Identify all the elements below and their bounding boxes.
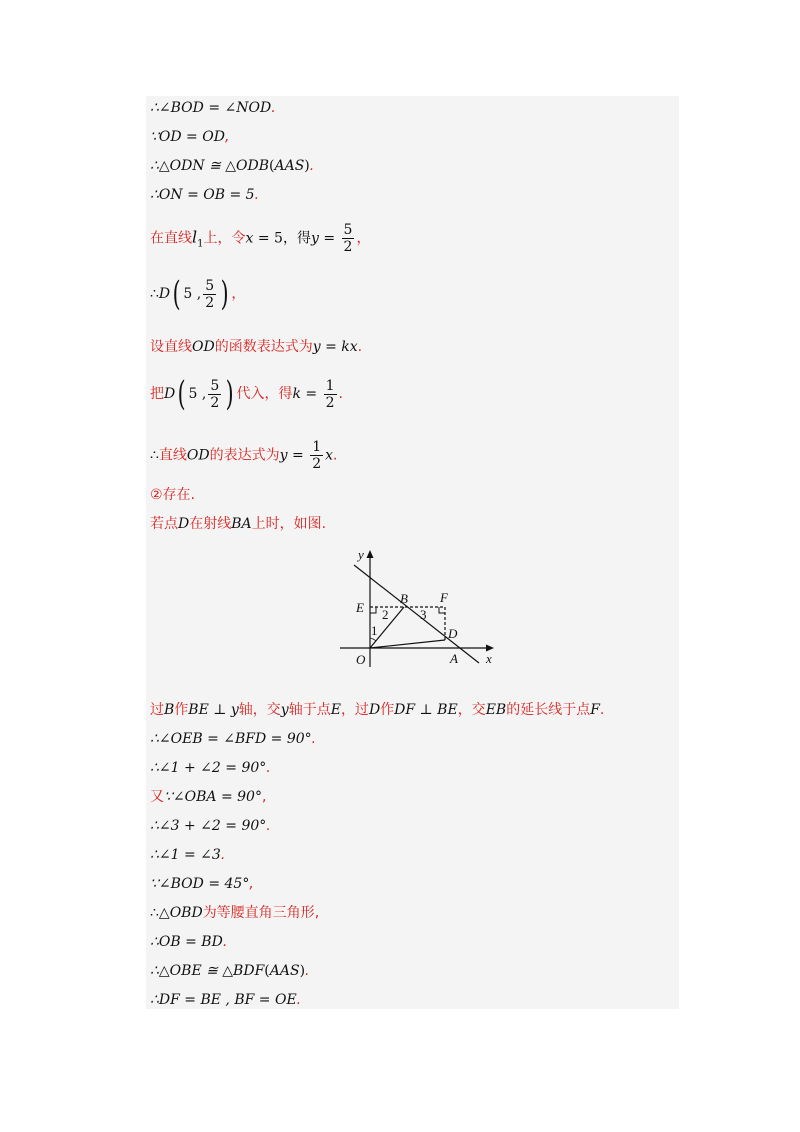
right-angle-mark-f xyxy=(439,607,445,613)
angle-1-arc xyxy=(370,638,376,641)
fraction: $\frac{5}{2}$ xyxy=(205,277,215,311)
line-13: ∴∠OEB = ∠BFD = 90°. xyxy=(150,731,317,747)
line-19: ∴△OBD为等腰直角三角形, xyxy=(150,905,320,921)
segment-od xyxy=(370,640,445,648)
line-16: ∴∠3 + ∠2 = 90°. xyxy=(150,818,271,834)
label-b: B xyxy=(400,591,408,606)
right-angle-mark-e xyxy=(370,607,376,613)
label-a: A xyxy=(450,651,458,666)
line-8: 把D( 5 , $\frac{5}{2}$ ) 代入，得k = $\frac{1}{2}$ . xyxy=(150,374,343,414)
line-2: ∵OD = OD, xyxy=(150,129,230,145)
label-f: F xyxy=(440,590,448,605)
line-15: 又∵∠OBA = 90°, xyxy=(150,789,267,805)
label-angle-2: 2 xyxy=(382,607,389,622)
line-18: ∵∠BOD = 45°, xyxy=(150,876,254,892)
label-x: x xyxy=(486,651,492,666)
label-e: E xyxy=(356,600,364,615)
line-6: ∴D( 5 , $\frac{5}{2}$ ) ， xyxy=(150,274,246,314)
line-17: ∴∠1 = ∠3. xyxy=(150,847,226,863)
line-7: 设直线OD的函数表达式为y = kx. xyxy=(150,339,363,355)
fraction: $\frac{5}{2}$ xyxy=(343,222,353,255)
line-21: ∴△OBE ≅ △BDF(AAS). xyxy=(150,963,310,979)
label-d: D xyxy=(448,626,458,641)
line-14: ∴∠1 + ∠2 = 90°. xyxy=(150,760,271,776)
line-4: ∴ON = OB = 5. xyxy=(150,187,260,203)
fraction: $\frac{1}{2}$ xyxy=(312,439,322,472)
line-10: ②存在. xyxy=(150,487,196,503)
line-22: ∴DF = BE , BF = OE. xyxy=(150,992,302,1008)
y-axis-arrow-icon xyxy=(367,550,374,558)
label-o: O xyxy=(356,652,366,667)
label-angle-3: 3 xyxy=(420,607,427,622)
geometry-figure xyxy=(336,545,506,673)
line-20: ∴OB = BD. xyxy=(150,934,228,950)
line-5: 在直线$l_1$上，令x = 5，得y = $\frac{5}{2}$ ， xyxy=(150,222,371,255)
line-12: 过B作BE ⊥ y轴，交y轴于点E，过D作DF ⊥ BE，交EB的延长线于点F. xyxy=(150,702,605,718)
line-11: 若点D在射线BA上时，如图. xyxy=(150,516,327,532)
fraction: $\frac{1}{2}$ xyxy=(325,377,335,411)
label-angle-1: 1 xyxy=(371,623,378,638)
fraction: $\frac{5}{2}$ xyxy=(210,377,220,411)
line-9: ∴直线OD的表达式为y = $\frac{1}{2}$ x. xyxy=(150,439,338,472)
line-3: ∴△ODN ≅ △ODB(AAS). xyxy=(150,158,315,174)
line-1: ∴∠BOD = ∠NOD. xyxy=(150,100,276,116)
label-y: y xyxy=(358,547,364,562)
